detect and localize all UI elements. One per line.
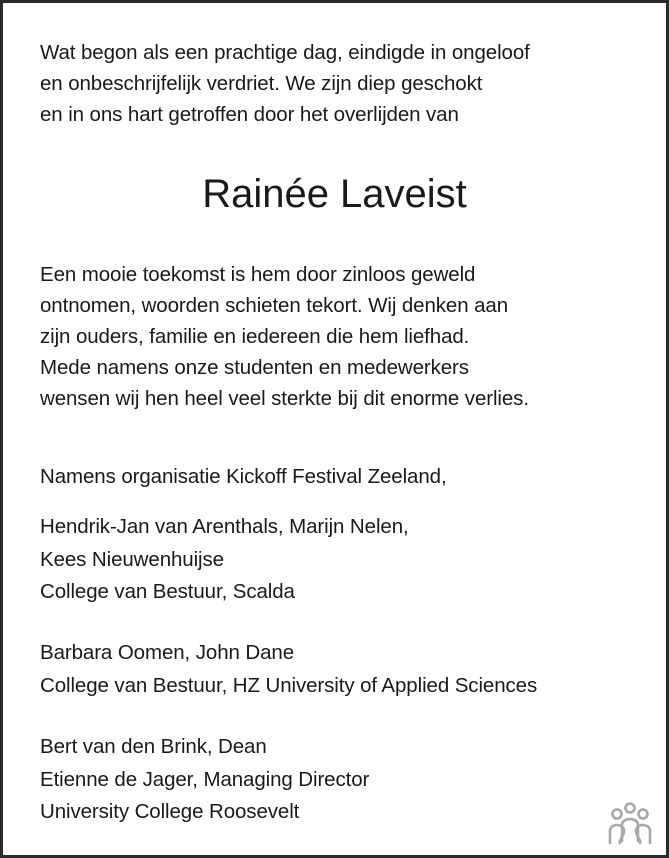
signatory-group xyxy=(40,637,656,702)
signatory-group xyxy=(40,731,656,829)
message-line: zijn ouders, familie en iedereen die hem liefhad. xyxy=(40,325,470,348)
intro-line: Wat begon als een prachtige dag, eindigde in ongeloof xyxy=(40,41,530,64)
message-line: Een mooie toekomst is hem door zinloos geweld xyxy=(40,263,476,286)
signatory-line: College van Bestuur, Scalda xyxy=(40,580,295,603)
signatory-line: Bert van den Brink, Dean xyxy=(40,735,267,758)
signatory-line: College van Bestuur, HZ University of Applied Sciences xyxy=(40,673,538,697)
message-text xyxy=(40,259,656,414)
signatory-line: Kees Nieuwenhuijse xyxy=(40,547,224,571)
deceased-name: Rainée Laveist xyxy=(202,172,467,216)
message-line: ontnomen, woorden schieten tekort. Wij denken aan xyxy=(40,294,509,317)
intro-line: en onbeschrijfelijk verdriet. We zijn diep geschokt xyxy=(40,72,483,95)
signatory-line: Barbara Oomen, John Dane xyxy=(40,641,295,664)
message-line: Mede namens onze studenten en medewerkers xyxy=(40,356,469,379)
people-group-icon xyxy=(606,801,654,845)
on-behalf-text: Namens organisatie Kickoff Festival Zeeland, xyxy=(40,465,447,488)
signatory-group xyxy=(40,511,656,609)
message-line: wensen wij hen heel veel sterkte bij dit enorme verlies. xyxy=(40,387,529,410)
signatory-line: Hendrik-Jan van Arenthals, Marijn Nelen, xyxy=(40,515,409,538)
intro-text xyxy=(40,37,656,130)
signatory-line: University College Roosevelt xyxy=(40,800,300,823)
on-behalf-line xyxy=(40,461,656,492)
intro-line: en in ons hart getroffen door het overlijden van xyxy=(40,103,459,126)
signatory-line: Etienne de Jager, Managing Director xyxy=(40,767,370,791)
